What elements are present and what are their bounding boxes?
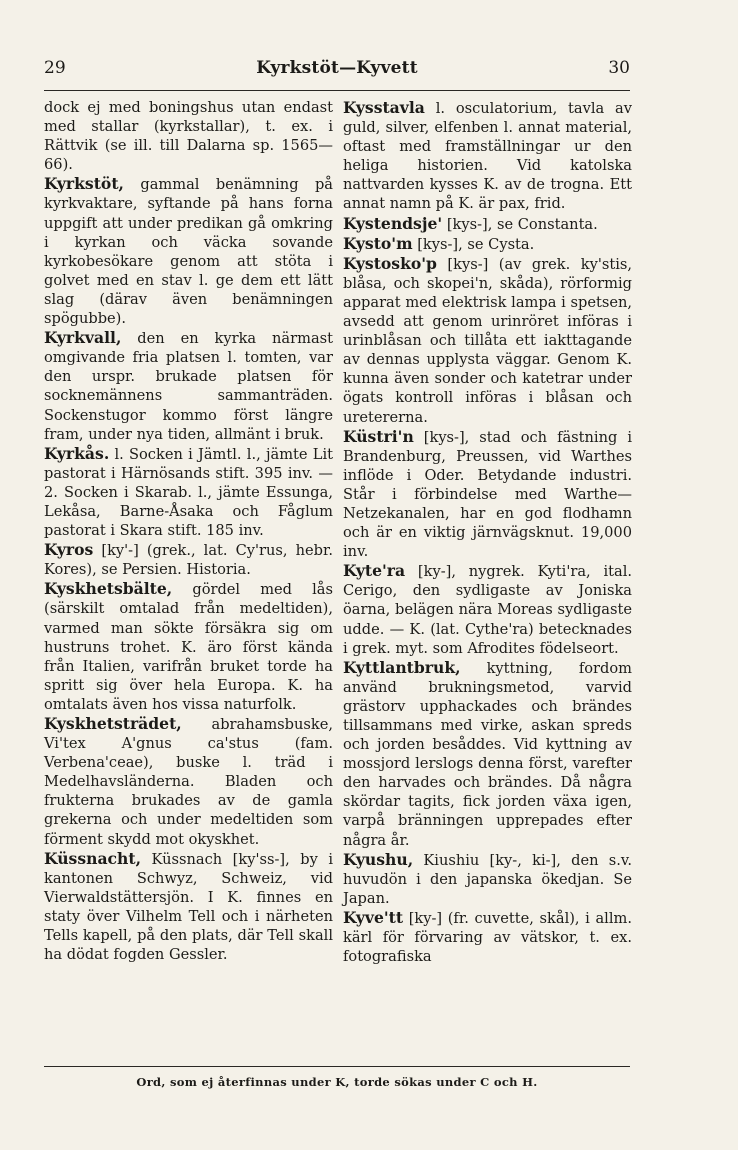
entry-body: l. Socken i Jämtl. l., jämte Lit pastorat i Härnösands stift. 395 inv. — 2. Socken i Skarab. l., jämte Essunga, Lekåsa, Barne-Åsaka och Fåglum pastorat i Skara stift. 185 inv. — [44, 445, 333, 540]
entry-kystoskop — [343, 254, 632, 427]
entry-kyrkas — [44, 444, 333, 540]
entry-body: Kiushiu [ky-, ki-], den s.v. huvudön i den japanska ökedjan. Se Japan. — [343, 851, 632, 907]
entry-headword: Küssnacht, — [44, 848, 142, 868]
page-number-left: 29 — [44, 58, 66, 78]
entry-kyushu — [343, 850, 632, 908]
entry-kyrkstot — [44, 174, 333, 328]
entry-kussnacht — [44, 849, 333, 965]
entry-kysstavla — [343, 98, 632, 214]
entry-headword: Kysstavla — [343, 98, 425, 117]
entry-headword: Kyrkstöt, — [44, 174, 124, 194]
page-footer-note: Ord, som ej återfinnas under K, torde sökas under C och H. — [44, 1066, 630, 1089]
entry-body: [kys-], se Constanta. — [442, 215, 598, 233]
entry-body: gördel med lås (särskilt omtalad från medeltiden), varmed man sökte försäkra sig om hustruns trohet. K. äro först kända från Italien, varifrån bruket torde ha spritt sig över hela Europa. K. ha omtalats även hos vissa naturfolk. — [44, 581, 333, 713]
entry-headword: Kyttlantbruk, — [343, 657, 461, 677]
entry-kystom — [343, 234, 632, 254]
page-header — [44, 56, 630, 91]
entry-body: Küssnach [ky'ss-], by i kantonen Schwyz, Schweiz, vid Vierwaldstättersjön. I K. finnes en staty över Vilhelm Tell och i närheten Tells kapell, på den plats, där Tell skall ha dödat fogden Gessler. — [44, 850, 333, 964]
entry-headword: Kyushu, — [343, 849, 414, 869]
entry-body: den en kyrka närmast omgivande fria platsen l. tomten, var den urspr. brukade platsen för socknemännens sammanträden. Sockenstugor kommo först längre fram, under nya tiden, allmänt i bruk. — [44, 330, 333, 443]
entry-kyttlantbruk — [343, 658, 632, 850]
entry-body: [ky-], nygrek. Kyti'ra, ital. Cerigo, den sydligaste av Joniska öarna, belägen nära Moreas sydligaste udde. — K. (lat. Cythe'ra) betecknades i grek. myt. som Afrodites födelseort. — [343, 563, 632, 657]
entry-kyros — [44, 540, 333, 579]
entry-headword: Kyros — [44, 540, 94, 560]
entry-body: abrahamsbuske, Vi'tex A'gnus ca'stus (fam. Verbena'ceae), buske l. träd i Medelhavsländerna. Bladen och frukterna brukades av de gamla grekerna och under medeltiden som förment skydd mot okyskhet. — [44, 716, 333, 848]
entry-body: kyttning, fordom använd brukningsmetod, varvid grästorv upphackades och brändes tillsammans med virke, askan spreds och jorden besåddes. Vid kyttning av mossjord lerslogs denna först, varefter den harvades och brändes. Då några skördar tagits, fick jorden växa igen, varpå bränningen upprepades efter några år. — [343, 659, 632, 849]
entry-headword: Kysto'm — [343, 233, 413, 253]
entry-kyskhetstradet — [44, 714, 333, 849]
entry-body: [ky'-] (grek., lat. Cy'rus, hebr. Kores), se Persien. Historia. — [44, 542, 333, 579]
entry-body: gammal benämning på kyrkvaktare, syftande på hans forna uppgift att under predikan gå omkring i kyrkan och väcka sovande kyrkobesökare genom att stöta i golvet med en stav l. ge dem ett lätt slag (därav även benämningen spögubbe). — [44, 176, 333, 328]
entry-body: l. osculatorium, tavla av guld, silver, elfenben l. annat material, oftast med framställningar ur den heliga historien. Vid katolska nattvarden kysses K. av de trogna. Ett annat namn på K. är pax, frid. — [343, 100, 632, 213]
entry-kyrkvall — [44, 328, 333, 444]
entry-headword: Kyrkås. — [44, 443, 110, 463]
entry-kyrkstallar-continued — [44, 98, 333, 174]
entry-body: [kys-] (av grek. ky'stis, blåsa, och skopei'n, skåda), rörformig apparat med elektrisk lampa i spetsen, avsedd att genom urinröret införas i urinblåsan och tillåta ett iakttagande av dennas upplysta väggar. Genom K. kunna även sonder och katetrar under ögats kontroll införas i blåsan och uretererna. — [343, 255, 632, 426]
entry-headword: Kyte'ra — [343, 561, 406, 581]
entry-headword: Küstri'n — [343, 426, 414, 446]
entry-kyskhetsbalte — [44, 579, 333, 714]
left-column — [44, 98, 333, 964]
entry-body: [kys-], stad och fästning i Brandenburg, Preussen, vid Warthes inflöde i Oder. Betydande industri. Står i förbindelse med Warthe—Netzekanalen, har en god flodhamn och är en viktig järnvägsknut. 19,000 inv. — [343, 428, 632, 561]
page-number-right: 30 — [608, 58, 630, 78]
running-title: Kyrkstöt—Kyvett — [256, 58, 418, 78]
entry-body: [kys-], se Cysta. — [412, 235, 535, 253]
entry-headword: Kyrkvall, — [44, 328, 122, 348]
entry-headword: Kyskhetsbälte, — [44, 579, 173, 599]
entry-kytera — [343, 561, 632, 657]
entry-body: [ky-] (fr. cuvette, skål), i allm. kärl för förvaring av vätskor, t. ex. fotografiska — [343, 909, 632, 966]
right-column — [343, 98, 632, 966]
entry-kyvett — [343, 908, 632, 966]
entry-headword: Kystosko'p — [343, 253, 437, 273]
entry-kustrin — [343, 427, 632, 562]
entry-headword: Kyskhetsträdet, — [44, 714, 182, 733]
entry-headword: Kyve'tt — [343, 907, 404, 927]
entry-headword: Kystendsje' — [343, 213, 443, 233]
entry-body: dock ej med boningshus utan endast med stallar (kyrkstallar), t. ex. i Rättvik (se ill. till Dalarna sp. 1565—66). — [44, 99, 333, 174]
entry-kystendsje — [343, 214, 632, 234]
